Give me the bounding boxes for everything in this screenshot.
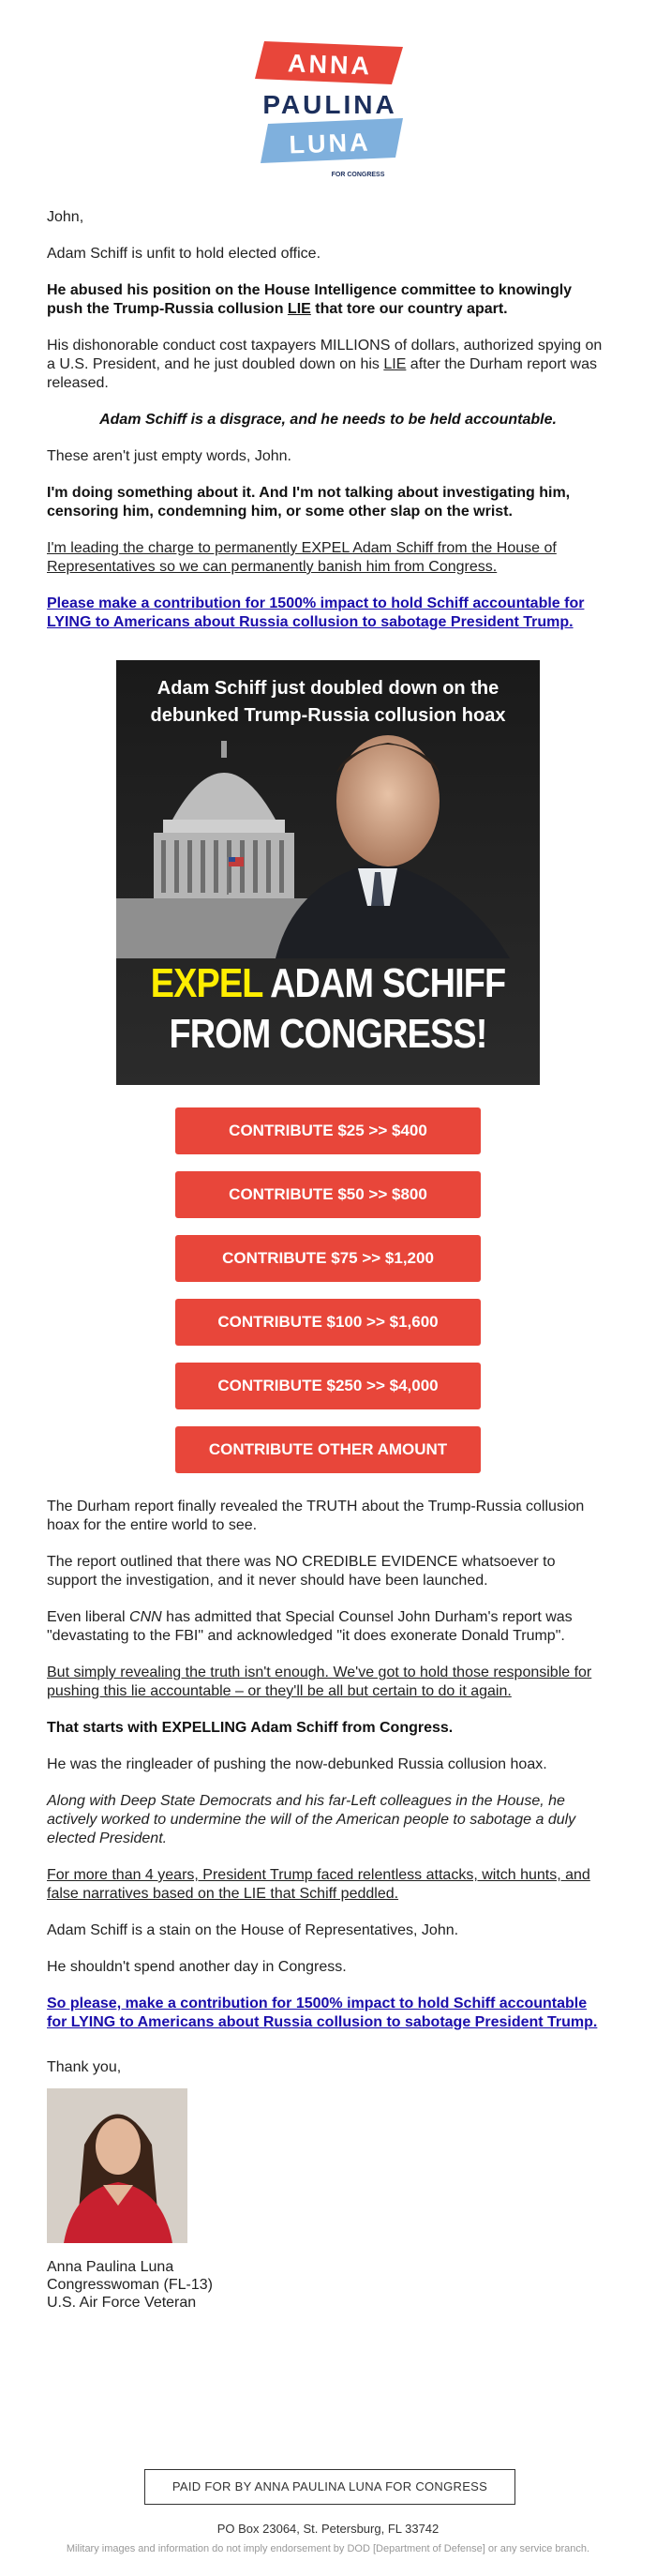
paragraph-another-day: He shouldn't spend another day in Congress. bbox=[47, 1959, 347, 1975]
paragraph-cnn-text-end: has admitted that Special Counsel John Durham's report was "devastating to the FBI" and acknowledged "it does exonerate Donald Trump". bbox=[47, 1609, 573, 1644]
paragraph-disgrace: Adam Schiff is a disgrace, and he needs to be held accountable. bbox=[99, 412, 557, 428]
hero-callout bbox=[146, 958, 511, 1060]
email-body bbox=[47, 208, 609, 2312]
paragraph-abused-text: He abused his position on the House Intelligence committee to knowingly push the Trump-Russia collusion bbox=[47, 282, 573, 317]
contribute-75-button[interactable]: CONTRIBUTE $75 >> $1,200 bbox=[175, 1235, 481, 1282]
hero-headline-line2: debunked Trump-Russia collusion hoax bbox=[150, 705, 506, 726]
paragraph-conduct-text: His dishonorable conduct cost taxpayers MILLIONS of dollars, authorized spying on a U.S. President, and he just doubled down on his bbox=[47, 338, 603, 372]
contribution-buttons bbox=[47, 1107, 609, 1473]
logo-line3: LUNA bbox=[289, 128, 372, 159]
hero-callout-expel: EXPEL bbox=[150, 960, 262, 1006]
paragraph-expelling: That starts with EXPELLING Adam Schiff from Congress. bbox=[47, 1720, 454, 1736]
hero-image[interactable] bbox=[116, 660, 540, 1085]
paragraph-conduct bbox=[47, 337, 609, 393]
paragraph-four-years: For more than 4 years, President Trump faced relentless attacks, witch hunts, and false narratives based on the LIE that Schiff peddled. bbox=[47, 1867, 590, 1902]
hero-callout-line2: FROM CONGRESS! bbox=[169, 1011, 487, 1057]
paragraph-unfit: Adam Schiff is unfit to hold elected office. bbox=[47, 246, 321, 262]
paragraph-ringleader: He was the ringleader of pushing the now-debunked Russia collusion hoax. bbox=[47, 1756, 547, 1772]
paragraph-not-enough: But simply revealing the truth isn't enough. We've got to hold those responsible for pushing this lie accountable – or they'll be all but certain to do it again. bbox=[47, 1665, 592, 1699]
logo-line2: PAULINA bbox=[262, 90, 397, 119]
signature-title: Congresswoman (FL-13) bbox=[47, 2277, 213, 2293]
lie-word: LIE bbox=[383, 356, 407, 372]
paragraph-abused bbox=[47, 281, 609, 319]
logo-line1: ANNA bbox=[287, 49, 373, 81]
hero-headline-line1: Adam Schiff just doubled down on the bbox=[157, 678, 499, 699]
contribution-link-top[interactable]: Please make a contribution for 1500% impact to hold Schiff accountable for LYING to Americans about Russia collusion to sabotage President Trump. bbox=[47, 595, 585, 630]
campaign-logo bbox=[253, 38, 408, 183]
greeting: John, bbox=[47, 209, 84, 225]
closing: Thank you, bbox=[47, 2059, 122, 2075]
hero-headline bbox=[116, 675, 540, 730]
signature-photo bbox=[47, 2088, 187, 2243]
signature-veteran: U.S. Air Force Veteran bbox=[47, 2295, 197, 2311]
dod-disclaimer: Military images and information do not imply endorsement by DOD [Department of Defense] or any service branch. bbox=[66, 2543, 590, 2554]
paragraph-empty-words: These aren't just empty words, John. bbox=[47, 448, 291, 464]
paragraph-stain: Adam Schiff is a stain on the House of Representatives, John. bbox=[47, 1922, 459, 1938]
hero-callout-name: ADAM SCHIFF bbox=[261, 960, 506, 1006]
contribute-250-button[interactable]: CONTRIBUTE $250 >> $4,000 bbox=[175, 1363, 481, 1409]
contribute-100-button[interactable]: CONTRIBUTE $100 >> $1,600 bbox=[175, 1299, 481, 1346]
paragraph-abused-text-end: that tore our country apart. bbox=[310, 301, 508, 317]
paragraph-cnn bbox=[47, 1608, 609, 1646]
contribute-other-button[interactable]: CONTRIBUTE OTHER AMOUNT bbox=[175, 1426, 481, 1473]
portrait-photo-icon bbox=[47, 2088, 187, 2243]
contribution-link-bottom[interactable]: So please, make a contribution for 1500% impact to hold Schiff accountable for LYING to Americans about Russia collusion to sabotage President Trump. bbox=[47, 1996, 598, 2030]
paragraph-deep-state: Along with Deep State Democrats and his far-Left colleagues in the House, he actively worked to undermine the will of the American people to sabotage a duly elected President. bbox=[47, 1793, 576, 1846]
paragraph-doing-something: I'm doing something about it. And I'm not talking about investigating him, censoring him, condemning him, or some other slap on the wrist. bbox=[47, 485, 571, 520]
mailing-address: PO Box 23064, St. Petersburg, FL 33742 bbox=[216, 2522, 440, 2536]
contribute-25-button[interactable]: CONTRIBUTE $25 >> $400 bbox=[175, 1107, 481, 1154]
contribute-50-button[interactable]: CONTRIBUTE $50 >> $800 bbox=[175, 1171, 481, 1218]
lie-word: LIE bbox=[287, 301, 311, 317]
paragraph-cnn-text: Even liberal bbox=[47, 1609, 130, 1625]
cnn-word: CNN bbox=[129, 1609, 162, 1625]
signature-block bbox=[47, 2258, 609, 2312]
paragraph-no-evidence: The report outlined that there was NO CREDIBLE EVIDENCE whatsoever to support the investigation, and it never should have been launched. bbox=[47, 1554, 556, 1589]
logo-tagline: FOR CONGRESS bbox=[331, 172, 385, 178]
signature-name: Anna Paulina Luna bbox=[47, 2259, 174, 2275]
paragraph-durham-truth: The Durham report finally revealed the TRUTH about the Trump-Russia collusion hoax for the entire world to see. bbox=[47, 1499, 585, 1533]
paid-for-disclaimer: PAID FOR BY ANNA PAULINA LUNA FOR CONGRESS bbox=[144, 2469, 515, 2505]
paragraph-conduct-text-end: after the Durham report was released. bbox=[47, 356, 597, 391]
paragraph-expel: I'm leading the charge to permanently EXPEL Adam Schiff from the House of Representatives so we can permanently banish him from Congress. bbox=[47, 540, 557, 575]
